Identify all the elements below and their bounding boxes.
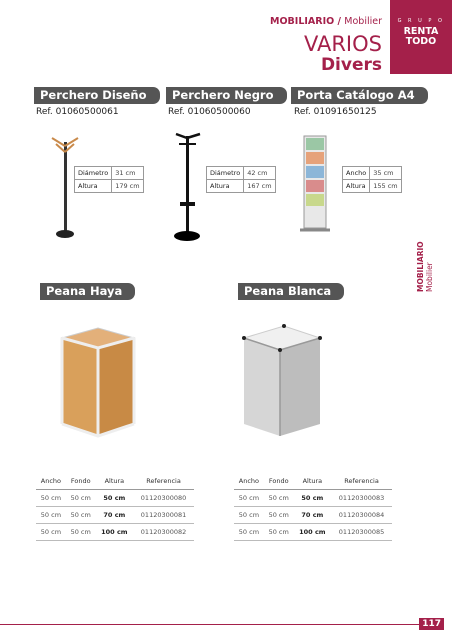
table-cell: 50 cm	[36, 524, 66, 541]
column-header: Referencia	[331, 474, 392, 490]
table-cell: 50 cm	[264, 524, 294, 541]
spec-value: 167 cm	[244, 180, 275, 193]
peana-haya-table	[36, 474, 194, 541]
table-cell: 70 cm	[96, 507, 133, 524]
logo-grupo: G R U P O	[397, 18, 445, 24]
logo-renta: RENTA	[403, 26, 439, 37]
pedestal-white-image	[240, 324, 324, 438]
spec-value: 31 cm	[112, 167, 143, 180]
table-cell: 50 cm	[234, 490, 264, 507]
spec-table	[342, 166, 402, 193]
peana-blanca-table	[234, 474, 392, 541]
section-sub: Mobilier	[344, 16, 382, 27]
product-ref: Ref. 01060500061	[36, 107, 119, 117]
column-header: Referencia	[133, 474, 194, 490]
table-cell: 50 cm	[66, 507, 96, 524]
spec-table	[206, 166, 276, 193]
spec-key: Diámetro	[207, 167, 244, 180]
brand-logo	[390, 0, 452, 74]
table-cell: 70 cm	[294, 507, 331, 524]
footer-rule	[0, 624, 422, 625]
spec-key: Ancho	[343, 167, 370, 180]
column-header: Altura	[96, 474, 133, 490]
column-header: Ancho	[36, 474, 66, 490]
table-row	[36, 524, 194, 541]
table-cell: 50 cm	[66, 524, 96, 541]
product-tag-porta-catalogo: Porta Catálogo A4	[291, 87, 421, 104]
table-cell: 50 cm	[264, 507, 294, 524]
spec-table	[74, 166, 144, 193]
table-row	[36, 507, 194, 524]
table-row	[234, 507, 392, 524]
table-cell: 100 cm	[96, 524, 133, 541]
table-row	[36, 490, 194, 507]
table-cell: 50 cm	[36, 507, 66, 524]
catalog-stand-image	[296, 130, 336, 240]
spec-value: 42 cm	[244, 167, 275, 180]
spec-key: Altura	[343, 180, 370, 193]
table-cell: 01120300080	[133, 490, 194, 507]
page-title: VARIOS	[303, 32, 382, 56]
table-cell: 01120300081	[133, 507, 194, 524]
spec-value: 155 cm	[370, 180, 401, 193]
product-ref: Ref. 01060500060	[168, 107, 251, 117]
table-row	[234, 490, 392, 507]
logo-todo: TODO	[405, 36, 437, 47]
page-number: 117	[419, 618, 444, 630]
table-cell: 50 cm	[264, 490, 294, 507]
side-line-2: Mobilier	[425, 262, 434, 292]
side-line-1: MOBILIARIO	[416, 241, 425, 292]
column-header: Fondo	[264, 474, 294, 490]
spec-value: 179 cm	[112, 180, 143, 193]
side-section-label	[416, 232, 450, 292]
table-cell: 01120300082	[133, 524, 194, 541]
coat-rack-black-image	[170, 130, 206, 248]
spec-key: Diámetro	[75, 167, 112, 180]
column-header: Ancho	[234, 474, 264, 490]
table-cell: 50 cm	[36, 490, 66, 507]
section-main: MOBILIARIO /	[270, 16, 341, 27]
table-cell: 01120300083	[331, 490, 392, 507]
table-cell: 50 cm	[294, 490, 331, 507]
page-subtitle: Divers	[320, 55, 382, 75]
table-cell: 50 cm	[234, 507, 264, 524]
pedestal-wood-image	[58, 326, 138, 438]
table-header-row	[234, 474, 392, 490]
spec-key: Altura	[75, 180, 112, 193]
table-cell: 50 cm	[234, 524, 264, 541]
table-cell: 01120300084	[331, 507, 392, 524]
section-label	[270, 16, 382, 27]
spec-key: Altura	[207, 180, 244, 193]
table-row	[234, 524, 392, 541]
product-tag-perchero-diseno: Perchero Diseño	[34, 87, 153, 104]
table-cell: 50 cm	[96, 490, 133, 507]
product-tag-peana-haya: Peana Haya	[40, 283, 128, 300]
column-header: Altura	[294, 474, 331, 490]
table-cell: 100 cm	[294, 524, 331, 541]
table-cell: 50 cm	[66, 490, 96, 507]
table-cell: 01120300085	[331, 524, 392, 541]
product-ref: Ref. 01091650125	[294, 107, 377, 117]
column-header: Fondo	[66, 474, 96, 490]
product-tag-perchero-negro: Perchero Negro	[166, 87, 280, 104]
product-tag-peana-blanca: Peana Blanca	[238, 283, 337, 300]
table-header-row	[36, 474, 194, 490]
spec-value: 35 cm	[370, 167, 401, 180]
